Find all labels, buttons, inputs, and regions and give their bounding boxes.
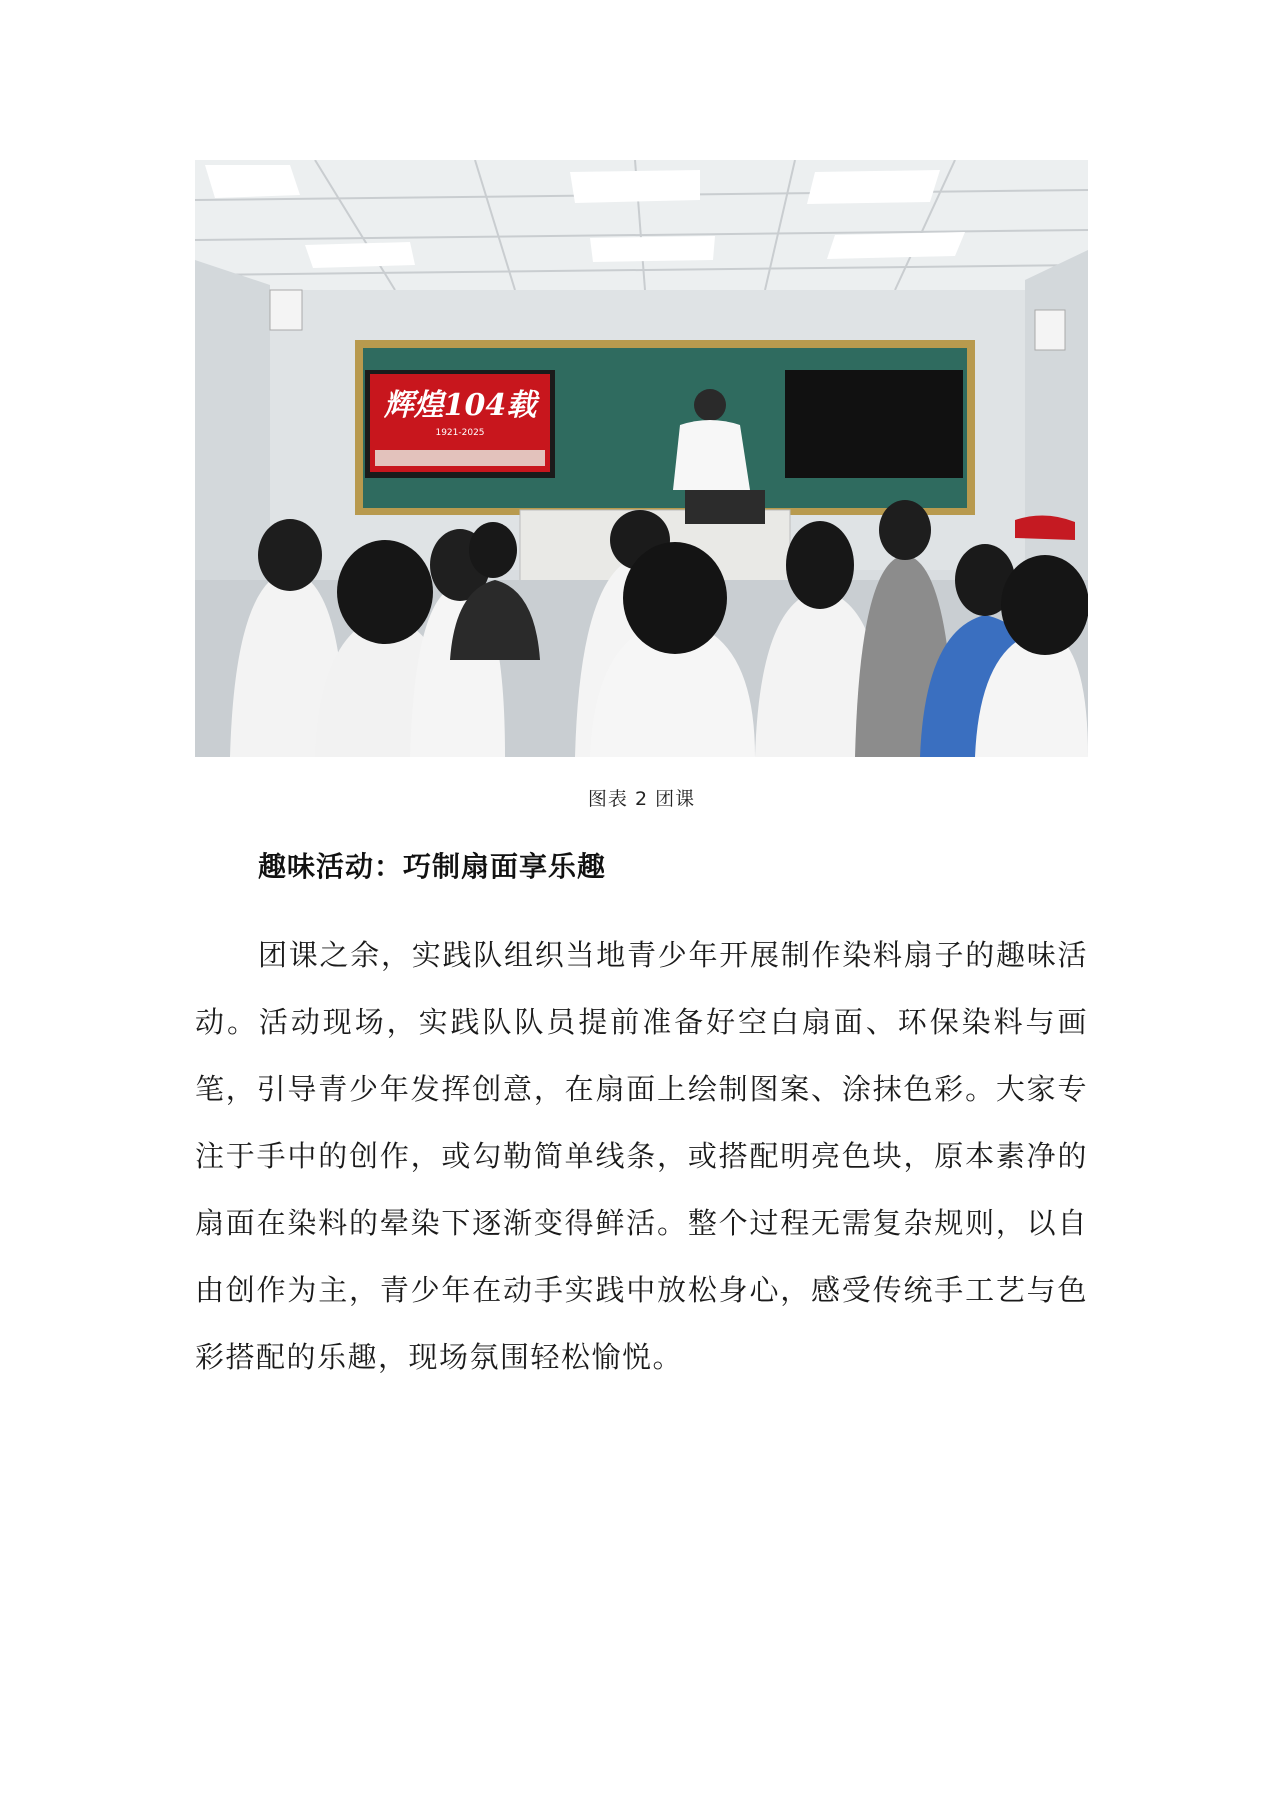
teacher-shirt xyxy=(673,420,750,490)
teacher-head xyxy=(694,389,726,421)
classroom-photo xyxy=(195,160,1088,757)
speaker-right xyxy=(1035,310,1065,350)
body-paragraph: 团课之余，实践队组织当地青少年开展制作染料扇子的趣味活动。活动现场，实践队队员提前准备好空白扇面、环保染料与画笔，引导青少年发挥创意，在扇面上绘制图案、涂抹色彩。大家专注于手中的创作，或勾勒简单线条，或搭配明亮色块，原本素净的扇面在染料的晕染下逐渐变得鲜活。整个过程无需复杂规则，以自由创作为主，青少年在动手实践中放松身心，感受传统手工艺与色彩搭配的乐趣，现场氛围轻松愉悦。 xyxy=(195,938,1088,1374)
speaker-left xyxy=(270,290,302,330)
section-heading: 趣味活动：巧制扇面享乐趣 xyxy=(258,850,607,883)
right-screen xyxy=(785,370,963,478)
slide-years: 1921-2025 xyxy=(435,428,485,438)
monitor xyxy=(685,490,765,524)
slide-title: 辉煌104载 xyxy=(383,388,537,423)
classroom-illustration xyxy=(195,160,1088,757)
slide-skyline xyxy=(375,450,545,466)
right-wall xyxy=(1025,250,1088,600)
figure-caption: 图表 2 团课 xyxy=(587,788,696,810)
